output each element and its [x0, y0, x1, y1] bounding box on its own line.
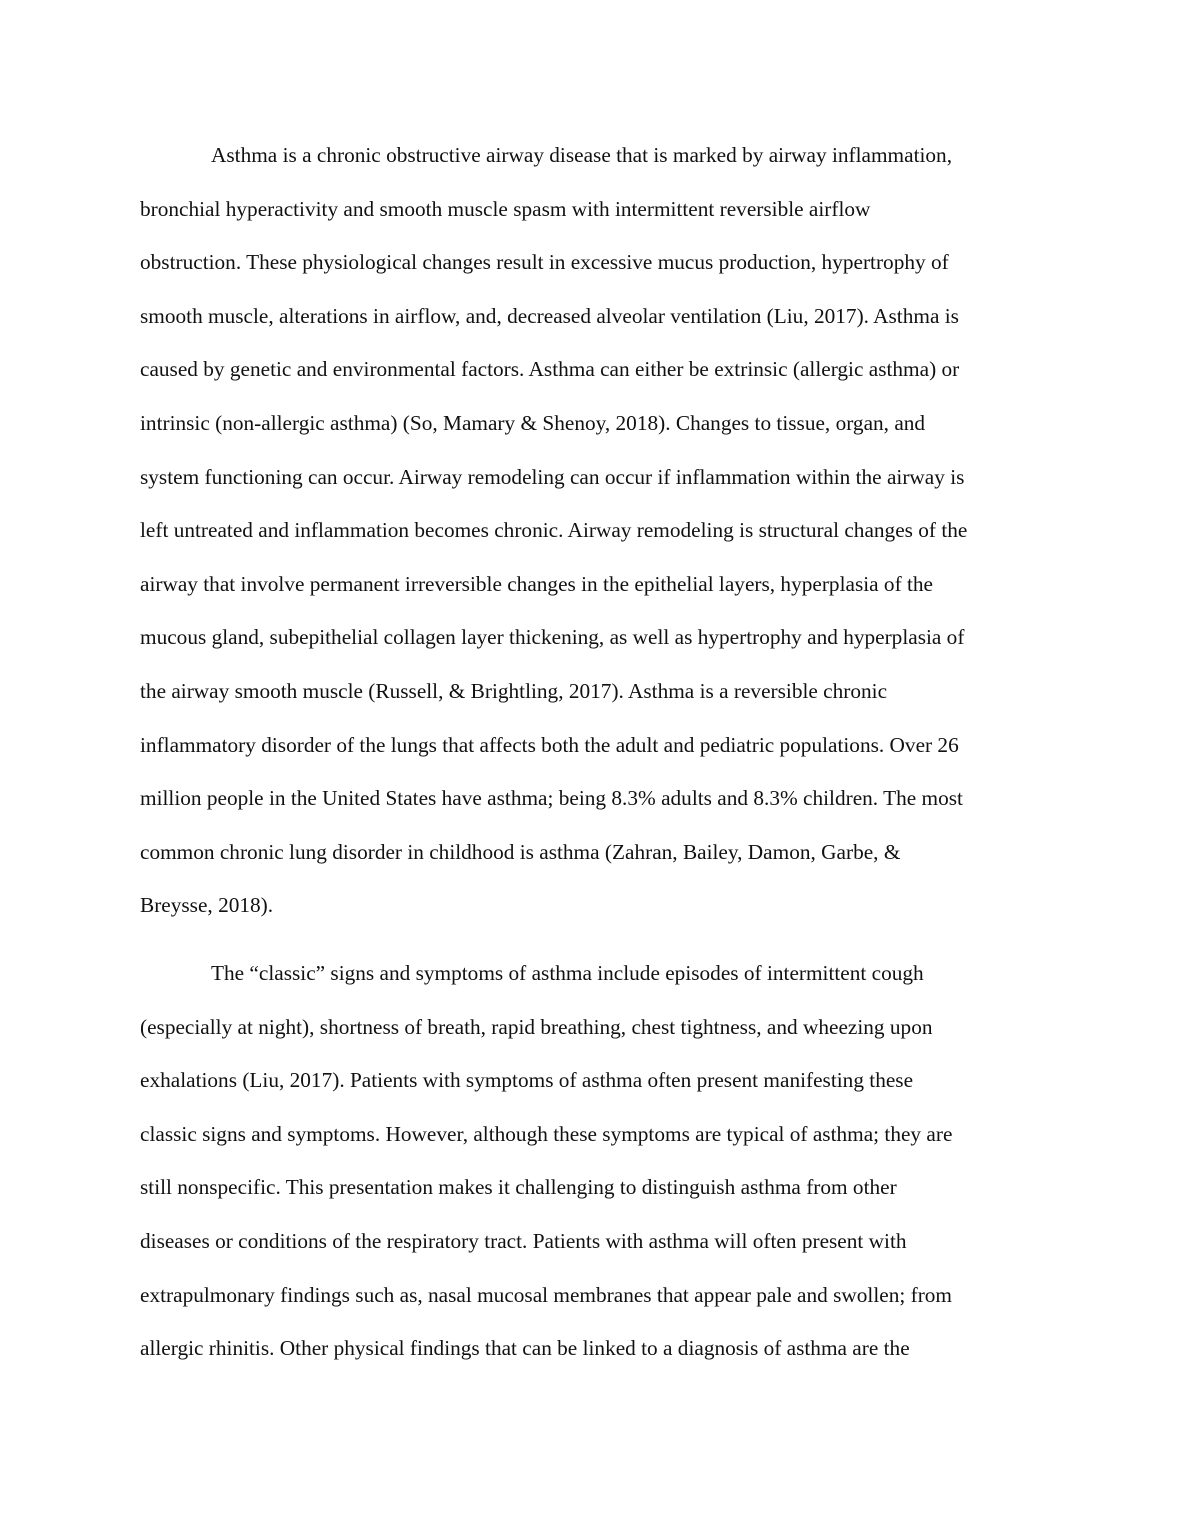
- paragraph-1-line-2: bronchial hyperactivity and smooth muscle spasm with intermittent reversible airflow: [140, 196, 871, 221]
- paragraph-2-line-4: classic signs and symptoms. However, although these symptoms are typical of asthma; they are: [140, 1121, 953, 1146]
- paragraph-1-line-11: the airway smooth muscle (Russell, & Brightling, 2017). Asthma is a reversible chronic: [140, 679, 888, 703]
- paragraph-1-line-4: smooth muscle, alterations in airflow, and, decreased alveolar ventilation (Liu, 2017). Asthma is: [140, 303, 959, 328]
- paragraph-1-line-7: system functioning can occur. Airway remodeling can occur if inflammation within the airway is: [140, 464, 965, 489]
- paragraph-1-line-10: mucous gland, subepithelial collagen layer thickening, as well as hypertrophy and hyperplasia of: [140, 625, 965, 650]
- paragraph-2-line-7: extrapulmonary findings such as, nasal mucosal membranes that appear pale and swollen; from: [140, 1282, 952, 1307]
- paragraph-2-line-8: allergic rhinitis. Other physical findings that can be linked to a diagnosis of asthma are the: [140, 1336, 910, 1361]
- paragraph-2-line-3: exhalations (Liu, 2017). Patients with symptoms of asthma often present manifesting these: [140, 1068, 914, 1093]
- paragraph-1-line-5: caused by genetic and environmental factors. Asthma can either be extrinsic (allergic asthma) or: [140, 357, 960, 382]
- paragraph-1-line-12: inflammatory disorder of the lungs that affects both the adult and pediatric populations. Over 26: [140, 732, 959, 757]
- paragraph-1-line-15: Breysse, 2018).: [140, 893, 274, 918]
- paragraph-1-line-9: airway that involve permanent irreversible changes in the epithelial layers, hyperplasia of the: [140, 571, 934, 596]
- paragraph-1-line-14: common chronic lung disorder in childhood is asthma (Zahran, Bailey, Damon, Garbe, &: [140, 839, 901, 864]
- paragraph-1-line-13: million people in the United States have asthma; being 8.3% adults and 8.3% children. The most: [140, 786, 963, 811]
- paragraph-2-line-2: (especially at night), shortness of breath, rapid breathing, chest tightness, and wheezing upon: [140, 1014, 933, 1039]
- paragraph-2-line-6: diseases or conditions of the respiratory tract. Patients with asthma will often present with: [140, 1229, 907, 1253]
- paragraph-1-line-1: Asthma is a chronic obstructive airway disease that is marked by airway inflammation,: [211, 143, 953, 167]
- paragraph-2-line-1: The “classic” signs and symptoms of asthma include episodes of intermittent cough: [211, 961, 924, 985]
- paragraph-1-line-8: left untreated and inflammation becomes chronic. Airway remodeling is structural changes of the: [140, 518, 968, 543]
- paragraph-1-line-6: intrinsic (non-allergic asthma) (So, Mamary & Shenoy, 2018). Changes to tissue, organ, and: [140, 411, 926, 435]
- paragraph-1-line-3: obstruction. These physiological changes result in excessive mucus production, hypertrophy of: [140, 250, 949, 275]
- paragraph-2-line-5: still nonspecific. This presentation makes it challenging to distinguish asthma from other: [140, 1175, 897, 1200]
